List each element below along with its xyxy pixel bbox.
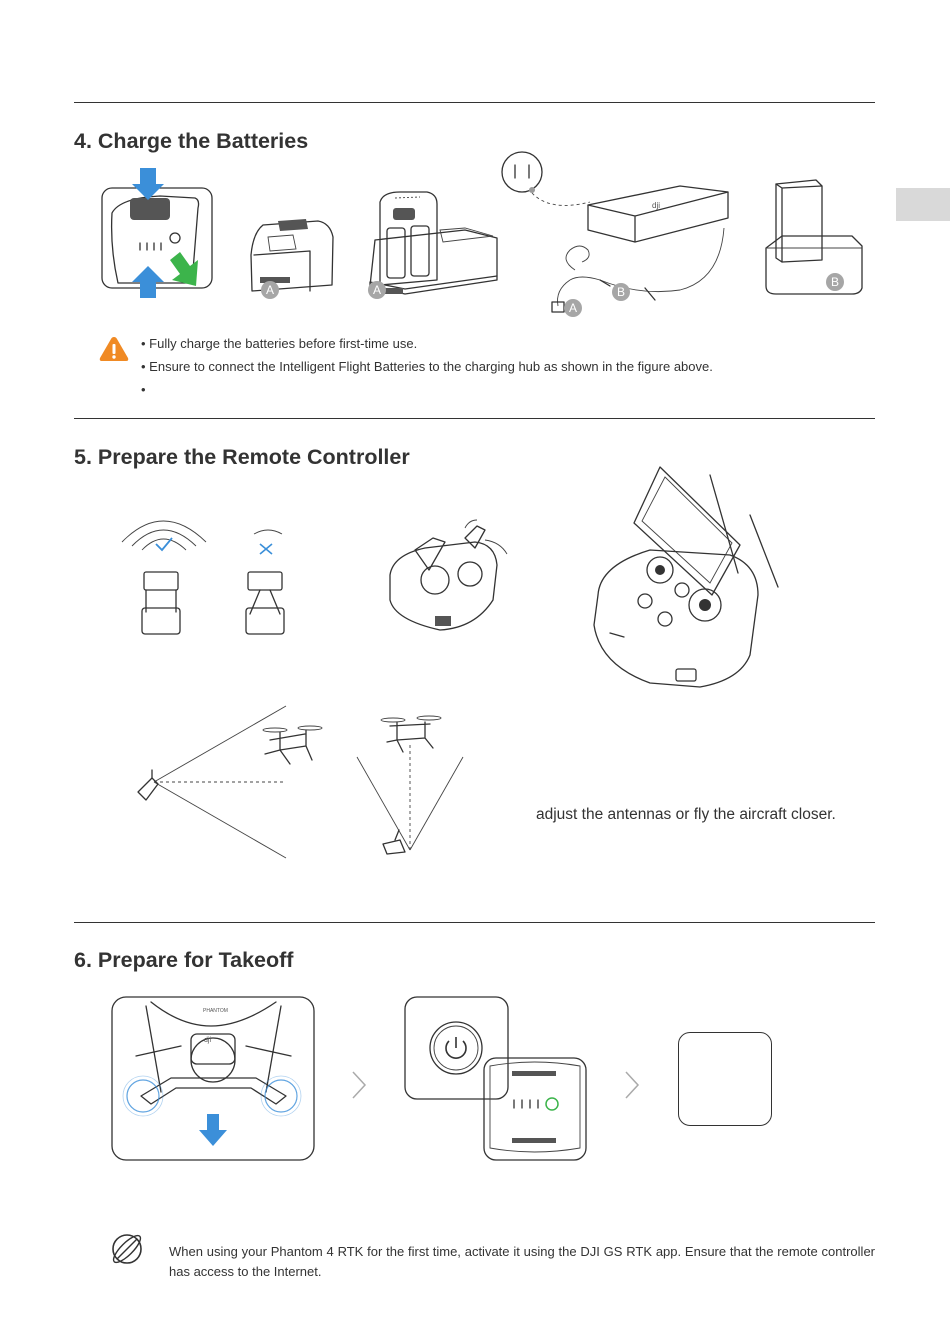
- push-arrow-icon: [132, 266, 164, 298]
- charge-warning-3: •: [141, 382, 146, 397]
- callout-a: A: [261, 281, 279, 299]
- callout-a: A: [564, 299, 582, 317]
- down-arrow-icon: [199, 1114, 227, 1146]
- svg-text:PHANTOM: PHANTOM: [203, 1008, 228, 1014]
- transmission-zone-side-illustration: [130, 700, 330, 865]
- transmission-zone-top-illustration: [355, 712, 470, 862]
- svg-text:dji: dji: [204, 1037, 212, 1044]
- chapter-tab-marker: [896, 188, 950, 221]
- section-divider: [74, 418, 875, 419]
- svg-text:dji: dji: [652, 201, 661, 210]
- charge-warning-1: • Fully charge the batteries before first-time use.: [141, 336, 418, 351]
- section-title-takeoff: 6. Prepare for Takeoff: [74, 948, 294, 972]
- callout-a: A: [368, 281, 386, 299]
- antenna-orientation-illustration: [118, 512, 298, 642]
- battery-illustration: [248, 215, 336, 293]
- section-divider: [74, 102, 875, 103]
- power-on-illustration: [404, 996, 589, 1162]
- section-divider: [74, 922, 875, 923]
- callout-b: B: [612, 283, 630, 301]
- tip-satellite-icon: [108, 1230, 146, 1268]
- antenna-adjust-note: adjust the antennas or fly the aircraft closer.: [536, 806, 836, 823]
- charge-warning-2: • Ensure to connect the Intelligent Flight Batteries to the charging hub as shown in the figure above.: [141, 359, 713, 374]
- warning-icon: [99, 336, 129, 362]
- next-step-chevron-icon: [351, 1070, 367, 1100]
- section-title-remote: 5. Prepare the Remote Controller: [74, 445, 410, 469]
- charging-hub-illustration: [365, 190, 500, 298]
- callout-b: B: [826, 273, 844, 291]
- next-step-chevron-icon: [624, 1070, 640, 1100]
- remote-controller-illustration: [590, 465, 785, 695]
- step-placeholder-panel: [678, 1032, 772, 1126]
- push-arrow-icon: [132, 168, 164, 200]
- section-title-charge: 4. Charge the Batteries: [74, 129, 309, 153]
- battery-removal-illustration: [100, 168, 215, 293]
- gimbal-clamp-illustration: [111, 996, 316, 1162]
- rc-battery-charger-illustration: [762, 178, 867, 296]
- remote-controller-unfold-illustration: [385, 520, 515, 635]
- cross-icon: [260, 544, 272, 554]
- activation-tip: When using your Phantom 4 RTK for the first time, activate it using the DJI GS RTK app. Ensure that the remote controller has access to the Internet.: [169, 1244, 875, 1279]
